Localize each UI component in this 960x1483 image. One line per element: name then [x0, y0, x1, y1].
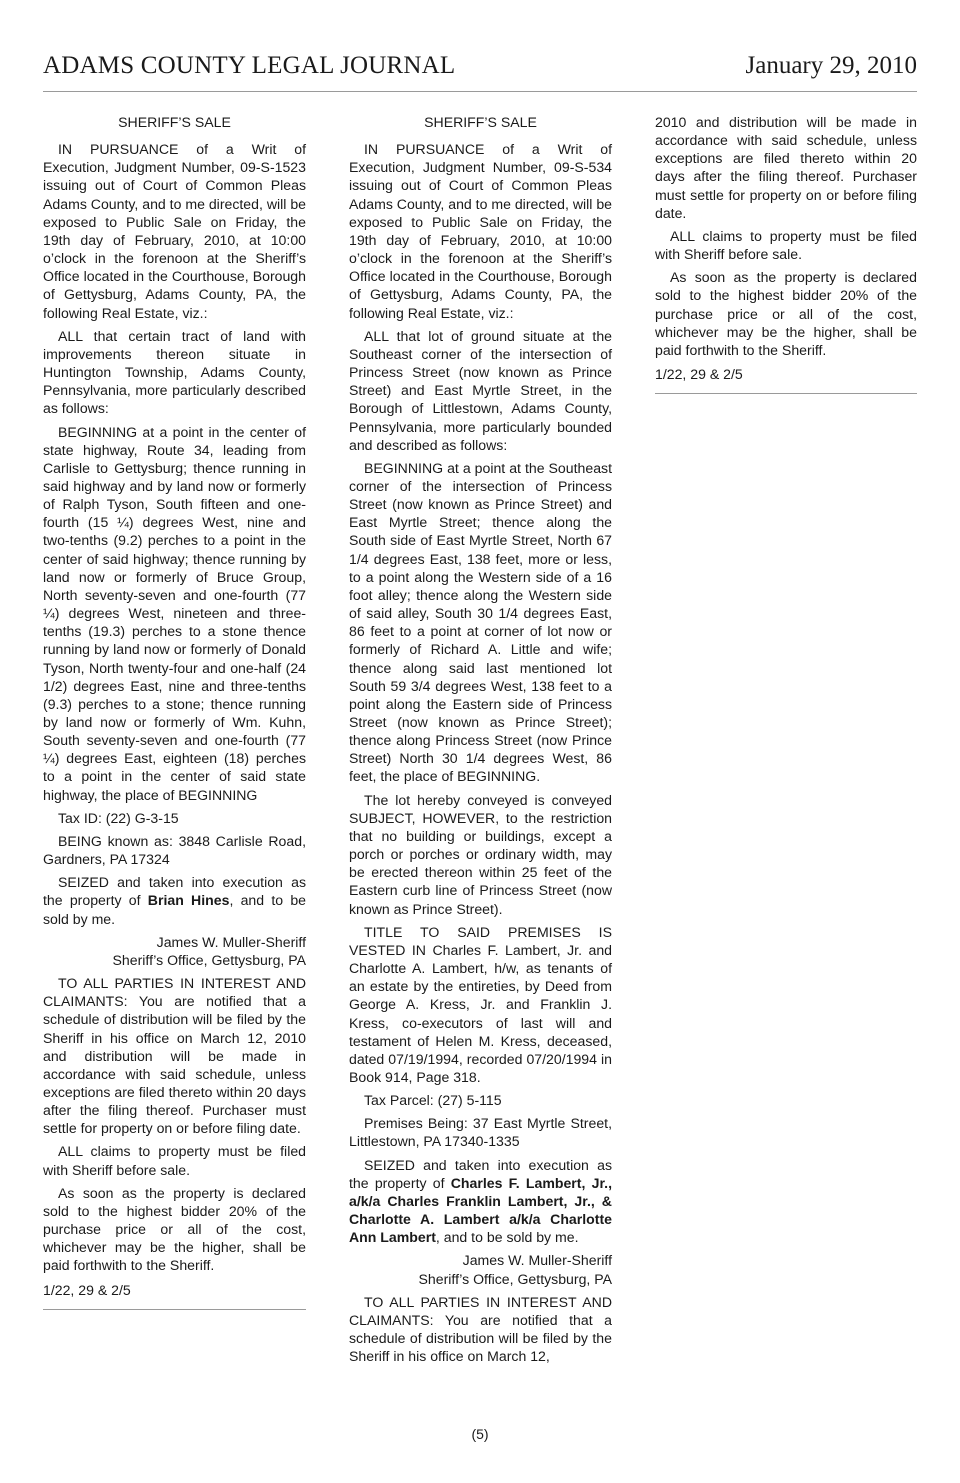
- sheriff-signature: James W. Muller-Sheriff: [462, 1252, 612, 1269]
- defendant-name: Brian Hines: [147, 892, 230, 909]
- writ-paragraph: IN PURSUANCE of a Writ of Execution, Judgment Number, 09-S-534 issuing out of Court of Common Pleas Adams County, and to me directed, will be exposed to Public Sale on Friday, the 19th day of February, 2010, at 10:00 o’clock in the forenoon at the Sheriff’s Office located in the Courthouse, Borough of Gettysburg, Adams County, PA, the following Real Estate, viz.:: [349, 141, 612, 321]
- distribution-notice: TO ALL PARTIES IN INTEREST AND CLAIMANTS: You are notified that a schedule of distribution will be filed by the Sheriff in his office on March 12, 2010 and distribution will be made in accordance with said schedule, unless exceptions are filed thereto within 20 days after the filing thereof. Purchaser must settle for property on or before filing date.: [43, 975, 306, 1137]
- defendant-names: Charles F. Lambert, Jr., a/k/a Charles Franklin Lambert, Jr., & Charlotte A. Lambert a/k/a Charlotte Ann Lambert: [349, 1174, 613, 1246]
- publication-dates: 1/22, 29 & 2/5: [655, 366, 743, 383]
- notice-divider: [655, 393, 917, 394]
- property-description: ALL that certain tract of land with improvements thereon situate in Huntington Township, Adams County, Pennsylvania, more particularly described as follows:: [43, 327, 306, 417]
- journal-title: ADAMS COUNTY LEGAL JOURNAL: [43, 52, 456, 79]
- distribution-notice-continued: 2010 and distribution will be made in accordance with said schedule, unless exceptions are filed thereto within 20 days after the filing thereof. Purchaser must settle for property on or before filing date.: [655, 114, 917, 221]
- sheriff-office: Sheriff’s Office, Gettysburg, PA: [112, 951, 306, 968]
- notice-divider: [43, 1309, 306, 1310]
- publication-dates: 1/22, 29 & 2/5: [43, 1281, 131, 1298]
- payment-terms: As soon as the property is declared sold to the highest bidder 20% of the purchase price or all of the cost, whichever may be the higher, shall be paid forthwith to the Sheriff.: [655, 269, 917, 358]
- seized-paragraph: [349, 1156, 612, 1247]
- metes-and-bounds: BEGINNING at a point at the Southeast corner of the intersection of Princess Street (now known as Prince Street) and East Myrtle Street; thence along the South side of East Myrtle Street, North 67 1/4 degrees East, 138 feet, more or less, to a point along the Western side of a 16 foot alley; thence along the Western side of said alley, South 30 1/4 degrees East, 86 feet to a point at corner of lot now or formerly of Richard A. Little and wife; thence along said last mentioned lot South 59 3/4 degrees West, 138 feet to a point along the Eastern side of Princess Street (now known as Prince Street); thence along Princess Street (now Prince Street) North 30 1/4 degrees West, 86 feet, the place of BEGINNING.: [349, 459, 612, 785]
- claims-notice: ALL claims to property must be filed with Sheriff before sale.: [43, 1143, 306, 1178]
- property-description: ALL that lot of ground situate at the Southeast corner of the intersection of Princess Street (now known as Prince Street) and East Myrtle Street, in the Borough of Littlestown, Adams County, Pennsylvania, more particularly bounded and described as follows:: [349, 327, 612, 453]
- writ-paragraph: IN PURSUANCE of a Writ of Execution, Judgment Number, 09-S-1523 issuing out of Court of Common Pleas Adams County, and to me directed, will be exposed to Public Sale on Friday, the 19th day of February, 2010, at 10:00 o’clock in the forenoon at the Sheriff’s Office located in the Courthouse, Borough of Gettysburg, Adams County, PA, the following Real Estate, viz.:: [43, 141, 306, 321]
- distribution-notice: TO ALL PARTIES IN INTEREST AND CLAIMANTS: You are notified that a schedule of distribution will be filed by the Sheriff in his office on March 12,: [349, 1293, 612, 1365]
- tax-parcel: Tax Parcel: (27) 5-115: [364, 1092, 502, 1109]
- sheriff-signature: James W. Muller-Sheriff: [156, 933, 306, 950]
- metes-and-bounds: BEGINNING at a point in the center of state highway, Route 34, leading from Carlisle to Gettysburg; thence running in said highway and by land now or formerly of Ralph Tyson, South fifteen and one-fourth (15 ¼) degrees West, nine and two-tenths (9.2) perches to a point in the center of said highway; thence running by land now or formerly of Bruce Group, North seventy-seven and one-fourth (77 ¼) degrees West, nineteen and three-tenths (19.3) perches to a stone thence running by land now or formerly of Donald Tyson, North twenty-four and one-half (24 1/2) degrees East, nine and three-tenths (9.3) perches to a stone; thence running by land now or formerly of Wm. Kuhn, South seventy-seven and one-fourth (77 ¼) degrees East, eighteen (18) perches to a point in the center of said state highway, the place of BEGINNING: [43, 423, 306, 803]
- notice-heading: SHERIFF’S SALE: [424, 114, 537, 130]
- title-vesting-paragraph: TITLE TO SAID PREMISES IS VESTED IN Charles F. Lambert, Jr. and Charlotte A. Lambert, h/w, as tenants of an estate by the entireties, by Deed from George A. Kress, Jr. and Franklin J. Kress, co-executors of last will and testament of Helen M. Kress, deceased, dated 07/19/1994, recorded 07/20/1994 in Book 914, Page 318.: [349, 923, 612, 1085]
- notice-heading: SHERIFF’S SALE: [118, 114, 231, 130]
- tax-id: Tax ID: (22) G-3-15: [58, 809, 179, 826]
- sheriffs-sale-notice-2: [349, 113, 612, 1370]
- sheriff-office: Sheriff’s Office, Gettysburg, PA: [418, 1270, 612, 1287]
- seized-text-end: , and to be sold by me.: [43, 892, 307, 927]
- sheriffs-sale-notice-2-continued: [655, 113, 917, 394]
- page-header: [43, 52, 917, 92]
- sheriffs-sale-notice-1: [43, 113, 306, 1310]
- property-address: BEING known as: 3848 Carlisle Road, Gardners, PA 17324: [43, 832, 306, 868]
- header-rule: [43, 91, 917, 92]
- seized-text: SEIZED and taken into execution as the property of: [43, 874, 306, 909]
- claims-notice: ALL claims to property must be filed with Sheriff before sale.: [655, 227, 917, 263]
- seized-text: SEIZED and taken into execution as the property of: [349, 1156, 612, 1191]
- payment-terms: As soon as the property is declared sold to the highest bidder 20% of the purchase price or all of the cost, whichever may be the higher, shall be paid forthwith to the Sheriff.: [43, 1184, 306, 1274]
- seized-paragraph: [43, 873, 306, 927]
- restriction-paragraph: The lot hereby conveyed is conveyed SUBJECT, HOWEVER, to the restriction that no building or buildings, except a porch or porches or ordinary width, may be erected thereon within 25 feet of the Eastern curb line of Princess Street (now known as Prince Street).: [349, 791, 612, 917]
- property-address: Premises Being: 37 East Myrtle Street, Littlestown, PA 17340-1335: [349, 1115, 612, 1150]
- issue-date: January 29, 2010: [745, 52, 917, 79]
- seized-text-end: , and to be sold by me.: [435, 1229, 579, 1246]
- page-number: (5): [471, 1426, 489, 1442]
